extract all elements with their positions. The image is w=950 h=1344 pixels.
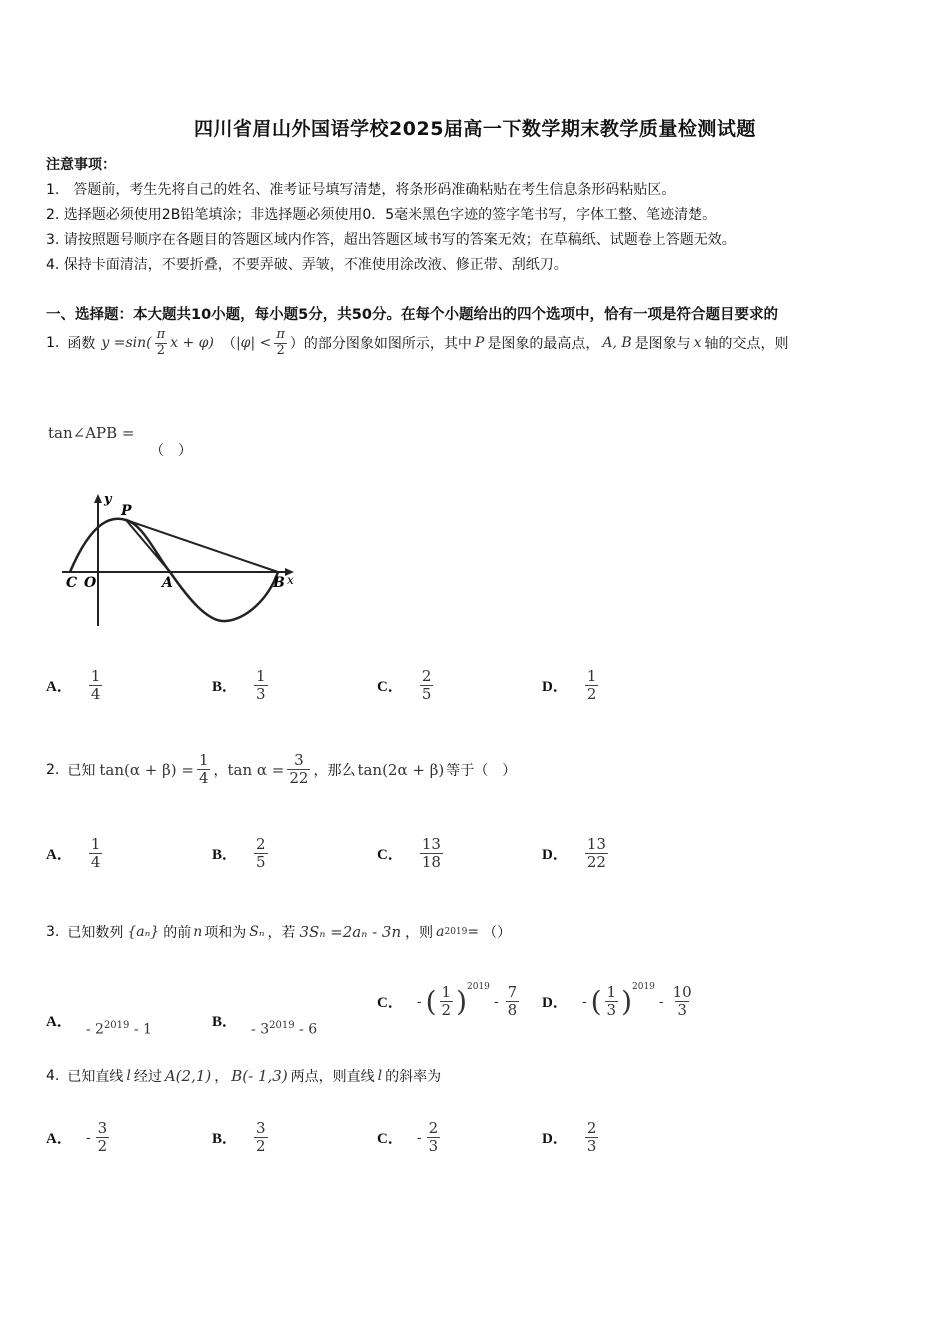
q2-option-c[interactable]: C． $\frac{13}{18}$ <box>377 835 441 872</box>
q3-option-a[interactable]: A． - $2^{2019} - 1$ <box>46 1014 152 1038</box>
q4-option-d[interactable]: D． $\frac{2}{3}$ <box>542 1119 597 1156</box>
q2-option-b[interactable]: B． $\frac{2}{5}$ <box>212 835 266 872</box>
label-P: P <box>121 503 132 519</box>
question-2: 2. 已知 tan(α + β) = $\frac{1}{4}$ ， tan α = $\frac{3}{22}$ ，那么 tan(2α + β) 等于（ ） <box>46 751 517 788</box>
notice-item-4: 4. 保持卡面清洁，不要折叠，不要弄破、弄皱，不准使用涂改液、修正带、刮纸刀。 <box>46 257 568 273</box>
page-title: 四川省眉山外国语学校2025届高一下数学期末教学质量检测试题 <box>194 118 756 140</box>
y-axis-arrow <box>94 494 102 503</box>
q1-option-a[interactable]: A． $\frac{1}{4}$ <box>46 667 101 704</box>
notice-item-2: 2. 选择题必须使用2B铅笔填涂；非选择题必须使用0．5毫米黑色字迹的签字笔书写，字体工整、笔迹清楚。 <box>46 207 717 223</box>
label-O: O <box>84 575 97 591</box>
label-y: y <box>104 492 112 507</box>
q1-number: 1. <box>46 335 60 352</box>
notice-item-3: 3. 请按照题号顺序在各题目的答题区域内作答，超出答题区域书写的答案无效；在草稿纸、试题卷上答题无效。 <box>46 232 736 248</box>
label-B: B <box>273 575 285 591</box>
question-3: 3. 已知数列 {aₙ} 的前 n 项和为 Sₙ ，若 3Sₙ =2aₙ - 3n ，则 a 2019 = （） <box>46 923 512 941</box>
q4-option-a[interactable]: A． - $\frac{3}{2}$ <box>46 1119 108 1156</box>
question-4: 4. 已知直线 l 经过 A(2,1) ， B(- 1,3) 两点，则直线 l 的斜率为 <box>46 1067 442 1085</box>
q1-text: 函数 <box>67 336 96 353</box>
q1-function: y =sin( $\frac{\pi}{2}$ x + φ) <box>101 327 214 358</box>
sine-curve <box>70 519 278 621</box>
q2-option-d[interactable]: D． $\frac{13}{22}$ <box>542 835 606 872</box>
q3-option-d[interactable]: D． - ( $\frac{1}{3}$ ) 2019 - $\frac{10}{3}$ <box>542 982 692 1020</box>
q1-option-c[interactable]: C． $\frac{2}{5}$ <box>377 667 432 704</box>
q1-option-d[interactable]: D． $\frac{1}{2}$ <box>542 667 597 704</box>
q1-blank: （ ） <box>150 443 192 459</box>
notice-item-1: 1. 答题前，考生先将自己的姓名、准考证号填写清楚，将条形码准确粘贴在考生信息条形码粘贴区。 <box>46 182 676 198</box>
q4-option-b[interactable]: B． $\frac{3}{2}$ <box>212 1119 266 1156</box>
q3-option-c[interactable]: C． - ( $\frac{1}{2}$ ) 2019 - $\frac{7}{8}$ <box>377 982 518 1020</box>
q2-option-a[interactable]: A． $\frac{1}{4}$ <box>46 835 101 872</box>
q4-option-c[interactable]: C． - $\frac{2}{3}$ <box>377 1119 439 1156</box>
notice-heading: 注意事项： <box>46 157 116 173</box>
q1-sine-graph <box>58 488 313 633</box>
label-A: A <box>162 575 173 591</box>
question-1: 1. 函数 y =sin( $\frac{\pi}{2}$ x + φ) （ |φ| < $\frac{\pi}{2}$ ）的部分图象如图所示，其中 P 是图象的最高点， A, B 是图象与 x 轴的交点，则 <box>46 327 789 358</box>
q1-option-b[interactable]: B． $\frac{1}{3}$ <box>212 667 266 704</box>
label-C: C <box>66 575 78 591</box>
q3-option-b[interactable]: B． - $3^{2019} - 6$ <box>212 1014 318 1038</box>
section-heading: 一、选择题：本大题共10小题，每小题5分，共50分。在每个小题给出的四个选项中，恰有一项是符合题目要求的 <box>46 307 778 323</box>
q1-condition: |φ| < $\frac{\pi}{2}$ <box>235 327 285 358</box>
q1-tan-expression: tan∠APB = <box>48 424 135 442</box>
label-x: x <box>287 573 294 587</box>
